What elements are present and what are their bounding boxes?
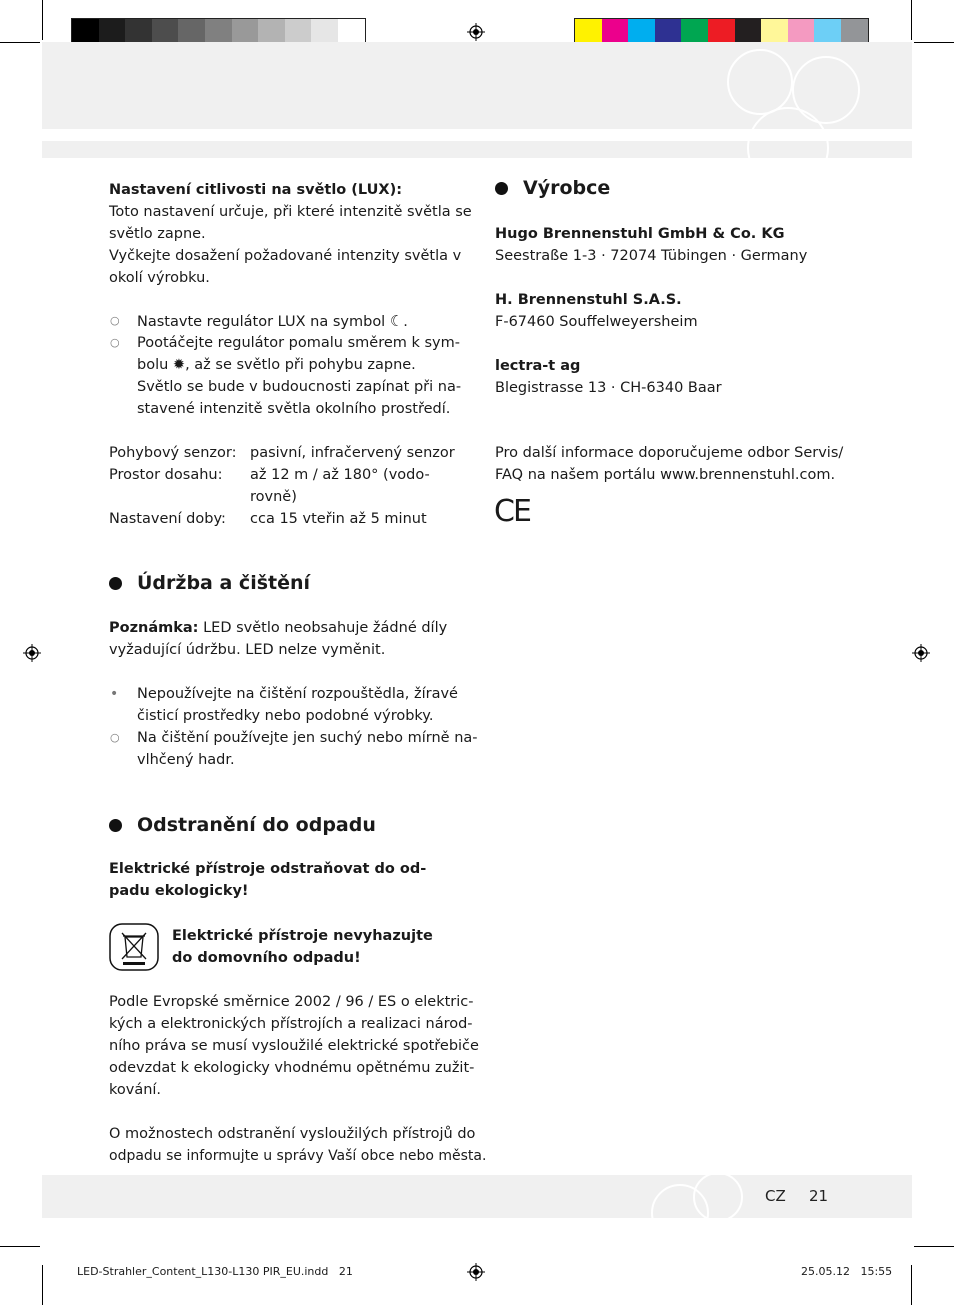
note-text: Poznámka: LED světlo neobsahuje žádné díly xyxy=(109,620,448,636)
sun-icon: ✹ xyxy=(172,357,186,373)
crop-mark xyxy=(911,0,912,40)
crop-mark xyxy=(914,42,954,43)
company-address: F-67460 Souffelweyersheim xyxy=(495,314,698,330)
section-bullet-icon xyxy=(109,577,122,590)
section-bullet-icon xyxy=(109,819,122,832)
print-date: 25.05.12 15:55 xyxy=(801,1265,893,1278)
registration-mark-icon xyxy=(467,23,485,41)
decorative-circles xyxy=(640,1175,750,1218)
crop-mark xyxy=(914,1246,954,1247)
company-address: Blegistrasse 13 · CH-6340 Baar xyxy=(495,380,722,396)
registration-mark-icon xyxy=(467,1263,485,1281)
company-name: lectra-t ag xyxy=(495,358,581,374)
list-item: Pootáčejte regulátor pomalu směrem k sym- xyxy=(137,335,460,351)
spec-value: cca 15 vteřin až 5 minut xyxy=(250,511,427,527)
list-item: Světlo se bude v budoucnosti zapínat při na- xyxy=(137,379,462,395)
lux-text: Toto nastavení určuje, při které intenzitě světla se xyxy=(109,204,472,220)
company-name: Hugo Brennenstuhl GmbH & Co. KG xyxy=(495,226,785,242)
language-code: CZ xyxy=(765,1187,786,1205)
list-item: čisticí prostředky nebo podobné výrobky. xyxy=(137,708,434,724)
spec-value: rovně) xyxy=(250,489,297,505)
list-bullet-icon: ○ xyxy=(110,336,120,349)
section-heading: Odstranění do odpadu xyxy=(137,814,376,836)
disposal-text: odpadu se informujte u správy Vaší obce nebo města. xyxy=(109,1148,487,1164)
waste-bin-icon xyxy=(109,923,159,971)
disposal-text: kování. xyxy=(109,1082,162,1098)
spec-label: Prostor dosahu: xyxy=(109,467,223,483)
section-heading: Výrobce xyxy=(523,177,611,199)
list-item: vlhčený hadr. xyxy=(137,752,235,768)
crop-mark xyxy=(911,1265,912,1305)
file-name: LED-Strahler_Content_L130-L130 PIR_EU.indd 21 xyxy=(77,1265,353,1278)
list-item: Nepoužívejte na čištění rozpouštědla, žíravé xyxy=(137,686,458,702)
disposal-text: O možnostech odstranění vysloužilých přístrojů do xyxy=(109,1126,476,1142)
lux-text: okolí výrobku. xyxy=(109,270,210,286)
list-item: Na čištění používejte jen suchý nebo mírně na- xyxy=(137,730,478,746)
registration-mark-icon xyxy=(23,644,41,662)
lux-text: světlo zapne. xyxy=(109,226,206,242)
page-number: 21 xyxy=(809,1187,829,1205)
crop-mark xyxy=(0,42,40,43)
lux-text: Vyčkejte dosažení požadované intenzity světla v xyxy=(109,248,462,264)
disposal-text: Podle Evropské směrnice 2002 / 96 / ES o elektric- xyxy=(109,994,474,1010)
list-bullet-icon: ○ xyxy=(110,314,120,327)
list-item: Nastavte regulátor LUX na symbol ☾. xyxy=(137,312,408,330)
section-bullet-icon xyxy=(495,182,508,195)
decorative-circles xyxy=(700,42,880,158)
crop-mark xyxy=(42,0,43,40)
company-address: Seestraße 1-3 · 72074 Tübingen · Germany xyxy=(495,248,808,264)
spec-value: pasivní, infračervený senzor xyxy=(250,445,455,461)
spec-value: až 12 m / až 180° (vodo- xyxy=(250,467,430,483)
list-item: stavené intenzitě světla okolního prostředí. xyxy=(137,401,451,417)
registration-mark-icon xyxy=(912,644,930,662)
list-bullet-icon: • xyxy=(110,686,119,702)
disposal-icon-text: Elektrické přístroje nevyhazujte xyxy=(172,928,433,944)
disposal-bold: Elektrické přístroje odstraňovat do od- xyxy=(109,861,427,877)
disposal-text: odevzdat k ekologicky vhodnému opětnému zužit- xyxy=(109,1060,475,1076)
company-name: H. Brennenstuhl S.A.S. xyxy=(495,292,682,308)
disposal-bold: padu ekologicky! xyxy=(109,883,249,899)
crop-mark xyxy=(42,1265,43,1305)
disposal-text: ního práva se musí vysloužilé elektrické spotřebiče xyxy=(109,1038,479,1054)
list-bullet-icon: ○ xyxy=(110,731,120,744)
ce-mark-icon: CE xyxy=(494,494,530,529)
disposal-icon-text: do domovního odpadu! xyxy=(172,950,361,966)
moon-icon: ☾ xyxy=(389,312,404,330)
crop-mark xyxy=(0,1246,40,1247)
info-text: Pro další informace doporučujeme odbor Servis/ xyxy=(495,445,844,461)
spec-label: Pohybový senzor: xyxy=(109,445,237,461)
spec-label: Nastavení doby: xyxy=(109,511,226,527)
info-text: FAQ na našem portálu www.brennenstuhl.com. xyxy=(495,467,836,483)
section-heading: Údržba a čištění xyxy=(137,572,311,594)
list-item: bolu ✹, až se světlo při pohybu zapne. xyxy=(137,357,416,373)
lux-title: Nastavení citlivosti na světlo (LUX): xyxy=(109,182,403,198)
disposal-text: kých a elektronických přístrojích a realizaci národ- xyxy=(109,1016,473,1032)
note-text: vyžadující údržbu. LED nelze vyměnit. xyxy=(109,642,386,658)
